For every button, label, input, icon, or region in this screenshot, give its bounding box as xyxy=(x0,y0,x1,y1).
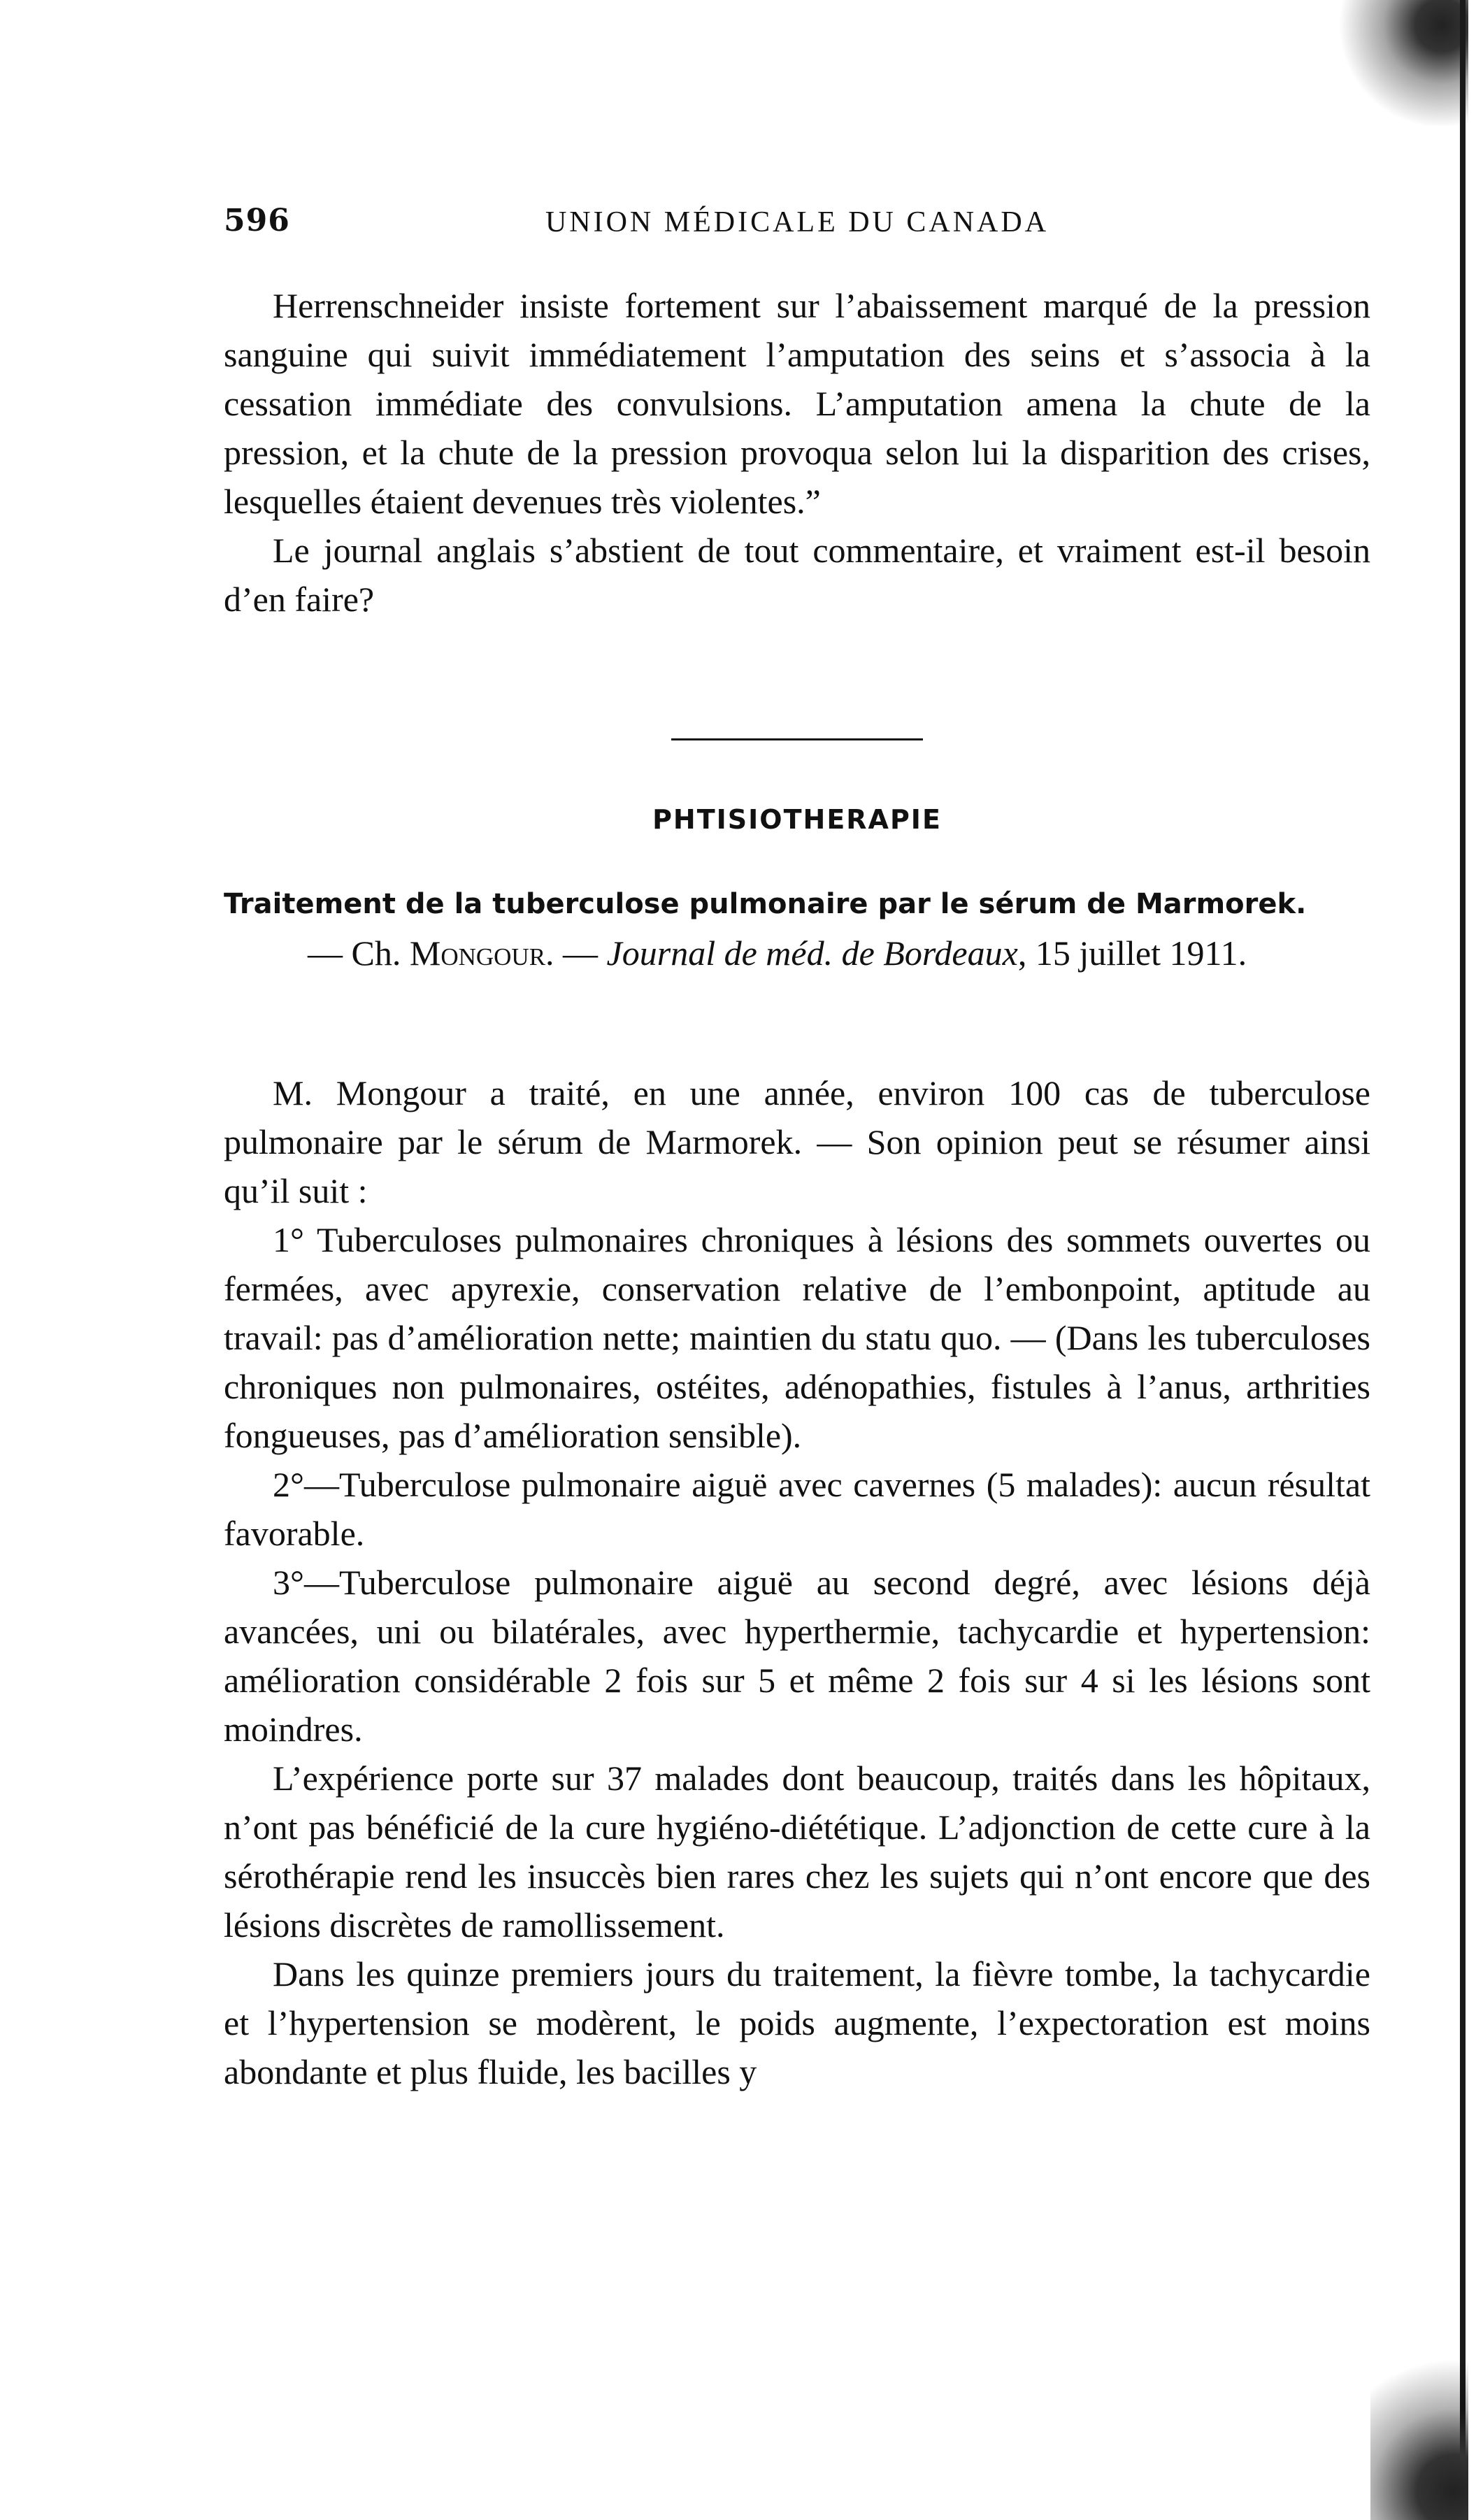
ref-date: , 15 juillet 1911. xyxy=(1017,933,1247,973)
scan-edge-artifact-top xyxy=(1335,0,1468,126)
running-title: UNION MÉDICALE DU CANADA xyxy=(545,206,1049,238)
paragraph-journal-anglais: Le journal anglais s’abstient de tout commentaire, et vraiment est-il besoin d’en faire? xyxy=(224,531,1370,619)
scan-edge-border xyxy=(1460,0,1466,2520)
paragraph-experience: L’expérience porte sur 37 malades dont beaucoup, traités dans les hôpitaux, n’ont pas bénéficié de la cure hygiéno-diététique. L’adjonction de cette cure à la sérothérapie rend les insuccès bien rares chez les sujets qui n’ont encore que des lésions discrètes de ramollissement. xyxy=(224,1759,1370,1945)
section-title: PHTISIOTHERAPIE xyxy=(652,804,942,835)
paragraph-intro: M. Mongour a traité, en une année, environ 100 cas de tuberculose pulmonaire par le sérum de Marmorek. — Son opinion peut se résumer ainsi qu’il suit : xyxy=(224,1073,1370,1210)
paragraph-point-1: 1° Tuberculoses pulmonaires chroniques à lésions des sommets ouvertes ou fermées, avec apyrexie, conservation relative de l’embonpoint, aptitude au travail: pas d’amélioration nette; maintien du statu quo. — (Dans les tuberculoses chroniques non pulmonaires, ostéites, adénopathies, fistules à l’anus, arthrities fongueuses, pas d’amélioration sensible). xyxy=(224,1220,1370,1455)
article-reference xyxy=(308,929,1370,978)
top-text-block xyxy=(224,281,1370,624)
ref-journal: Journal de méd. de Bordeaux xyxy=(606,933,1018,973)
page-number: 596 xyxy=(224,203,290,238)
article-title: Traitement de la tuberculose pulmonaire par le sérum de Marmorek. xyxy=(224,888,1307,920)
section-divider xyxy=(671,738,923,740)
scan-edge-artifact-bottom xyxy=(1370,2328,1468,2520)
page-header xyxy=(224,203,1370,245)
paragraph-point-2: 2°—Tuberculose pulmonaire aiguë avec cavernes (5 malades): aucun résultat favorable. xyxy=(224,1465,1370,1553)
paragraph-quinze-jours: Dans les quinze premiers jours du traitement, la fièvre tombe, la tachycardie et l’hypertension se modèrent, le poids augmente, l’expectoration est moins abondante et plus fluide, les bacilles y xyxy=(224,1954,1370,2091)
paragraph-herrenschneider: Herrenschneider insiste fortement sur l’abaissement marqué de la pression sanguine qui suivit immédiatement l’amputation des seins et s’associa à la cessation immédiate des convulsions. L’amputation amena la chute de la pression, et la chute de la pression provoqua selon lui la disparition des crises, lesquelles étaient devenues très violentes.” xyxy=(224,286,1370,521)
ref-dash: — xyxy=(554,933,607,973)
body-text-block xyxy=(224,1068,1370,2096)
ref-author: Mongour. xyxy=(409,933,554,973)
paragraph-point-3: 3°—Tuberculose pulmonaire aiguë au second degré, avec lésions déjà avancées, uni ou bilatérales, avec hyperthermie, tachycardie et hypertension: amélioration considérable 2 fois sur 5 et même 2 fois sur 4 si les lésions sont moindres. xyxy=(224,1563,1370,1749)
ref-prefix: — Ch. xyxy=(308,933,410,973)
